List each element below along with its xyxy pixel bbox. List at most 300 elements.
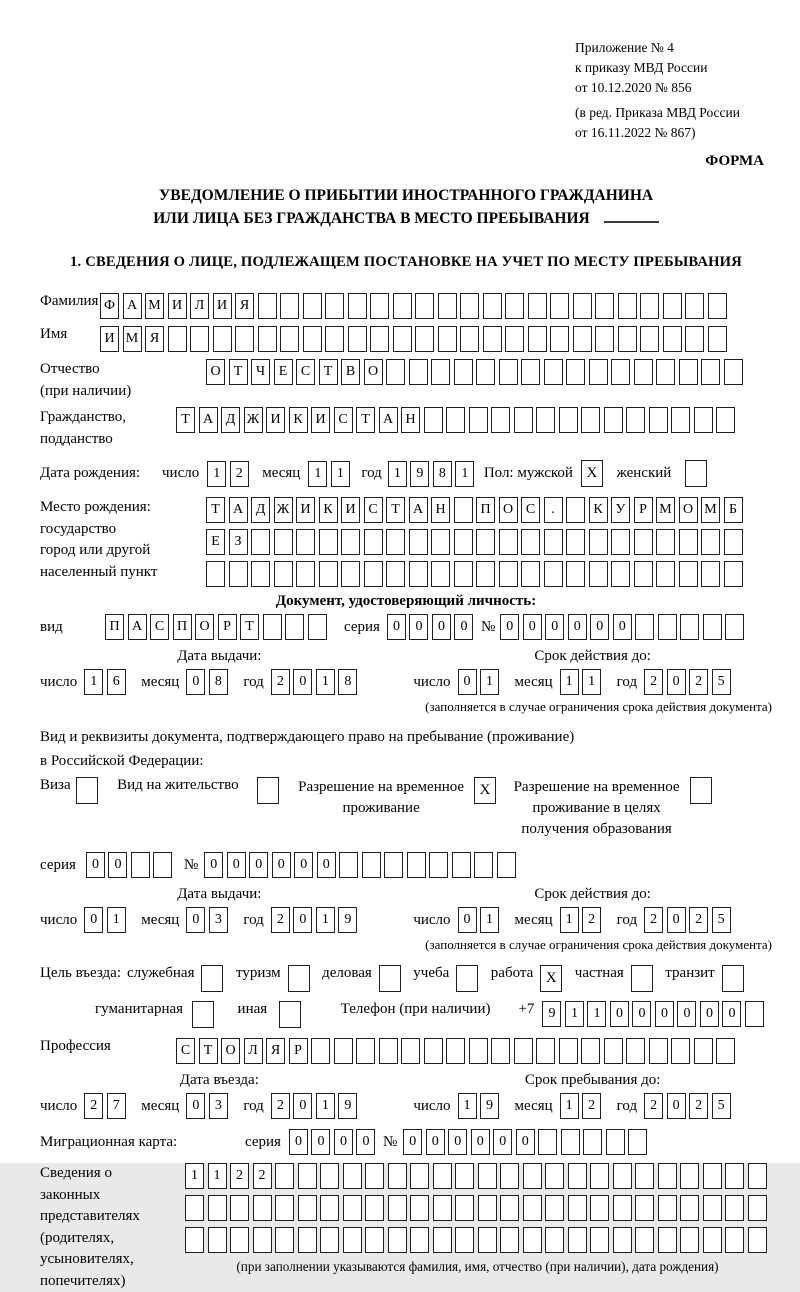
permit-series-boxes[interactable] bbox=[86, 852, 176, 878]
purpose-work-checkbox[interactable] bbox=[540, 965, 566, 992]
char-box[interactable]: 0 bbox=[493, 1129, 512, 1155]
char-box[interactable] bbox=[521, 529, 540, 555]
char-box[interactable] bbox=[474, 852, 493, 878]
char-box[interactable] bbox=[635, 1227, 654, 1253]
char-box[interactable] bbox=[716, 1038, 735, 1064]
char-box[interactable] bbox=[671, 407, 690, 433]
char-box[interactable] bbox=[356, 1038, 375, 1064]
char-box[interactable] bbox=[568, 1163, 587, 1189]
char-box[interactable]: 0 bbox=[667, 1093, 686, 1119]
char-box[interactable]: 1 bbox=[316, 1093, 335, 1119]
char-box[interactable]: Я bbox=[235, 293, 254, 319]
char-box[interactable]: 0 bbox=[249, 852, 268, 878]
char-box[interactable] bbox=[497, 852, 516, 878]
char-box[interactable]: Т bbox=[206, 497, 225, 523]
char-box[interactable] bbox=[491, 407, 510, 433]
char-box[interactable]: 2 bbox=[271, 907, 290, 933]
char-box[interactable] bbox=[213, 326, 232, 352]
char-box[interactable]: 0 bbox=[448, 1129, 467, 1155]
char-box[interactable]: Е bbox=[274, 359, 293, 385]
char-box[interactable] bbox=[671, 1038, 690, 1064]
stay-until-year-boxes[interactable] bbox=[644, 1093, 734, 1119]
char-box[interactable]: Т bbox=[240, 614, 259, 640]
char-box[interactable] bbox=[568, 1227, 587, 1253]
char-box[interactable] bbox=[460, 293, 479, 319]
char-box[interactable]: 0 bbox=[500, 614, 519, 640]
char-box[interactable]: 0 bbox=[186, 1093, 205, 1119]
char-box[interactable] bbox=[433, 1195, 452, 1221]
char-box[interactable] bbox=[185, 1195, 204, 1221]
char-box[interactable]: 0 bbox=[409, 614, 428, 640]
char-box[interactable]: И bbox=[213, 293, 232, 319]
char-box[interactable]: Ч bbox=[251, 359, 270, 385]
char-box[interactable] bbox=[235, 326, 254, 352]
char-box[interactable]: О bbox=[499, 497, 518, 523]
char-box[interactable] bbox=[561, 1129, 580, 1155]
char-box[interactable] bbox=[433, 1227, 452, 1253]
purpose-study-checkbox[interactable] bbox=[456, 965, 482, 992]
char-box[interactable]: 2 bbox=[689, 907, 708, 933]
char-box[interactable] bbox=[604, 1038, 623, 1064]
char-box[interactable] bbox=[298, 1227, 317, 1253]
char-box[interactable] bbox=[343, 1227, 362, 1253]
char-box[interactable] bbox=[680, 1227, 699, 1253]
char-box[interactable] bbox=[708, 293, 727, 319]
char-box[interactable] bbox=[694, 1038, 713, 1064]
char-box[interactable]: 2 bbox=[582, 907, 601, 933]
char-box[interactable] bbox=[583, 1129, 602, 1155]
char-box[interactable] bbox=[415, 326, 434, 352]
char-box[interactable] bbox=[379, 965, 401, 992]
birth-place-row3-boxes[interactable] bbox=[206, 561, 746, 587]
char-box[interactable] bbox=[658, 1163, 677, 1189]
char-box[interactable] bbox=[618, 293, 637, 319]
char-box[interactable] bbox=[288, 965, 310, 992]
purpose-other-checkbox[interactable] bbox=[279, 1001, 305, 1028]
char-box[interactable] bbox=[454, 497, 473, 523]
char-box[interactable] bbox=[362, 852, 381, 878]
char-box[interactable] bbox=[499, 561, 518, 587]
char-box[interactable] bbox=[550, 326, 569, 352]
char-box[interactable]: А bbox=[229, 497, 248, 523]
char-box[interactable] bbox=[476, 561, 495, 587]
char-box[interactable] bbox=[703, 1163, 722, 1189]
char-box[interactable]: 0 bbox=[454, 614, 473, 640]
char-box[interactable]: В bbox=[341, 359, 360, 385]
char-box[interactable]: С bbox=[296, 359, 315, 385]
char-box[interactable]: 1 bbox=[185, 1163, 204, 1189]
char-box[interactable]: 5 bbox=[712, 669, 731, 695]
char-box[interactable]: П bbox=[173, 614, 192, 640]
char-box[interactable] bbox=[478, 1163, 497, 1189]
char-box[interactable] bbox=[229, 561, 248, 587]
char-box[interactable]: 7 bbox=[107, 1093, 126, 1119]
visa-checkbox[interactable] bbox=[76, 777, 102, 804]
char-box[interactable]: 0 bbox=[227, 852, 246, 878]
char-box[interactable]: Б bbox=[724, 497, 743, 523]
arrival-year-boxes[interactable] bbox=[271, 1093, 361, 1119]
char-box[interactable] bbox=[308, 614, 327, 640]
char-box[interactable] bbox=[469, 407, 488, 433]
doc-issue-year-boxes[interactable] bbox=[271, 669, 361, 695]
char-box[interactable] bbox=[635, 1163, 654, 1189]
char-box[interactable]: 2 bbox=[271, 669, 290, 695]
char-box[interactable]: 0 bbox=[272, 852, 291, 878]
char-box[interactable]: И bbox=[296, 497, 315, 523]
char-box[interactable] bbox=[703, 614, 722, 640]
char-box[interactable] bbox=[550, 293, 569, 319]
char-box[interactable] bbox=[566, 529, 585, 555]
char-box[interactable] bbox=[483, 293, 502, 319]
char-box[interactable] bbox=[545, 1163, 564, 1189]
char-box[interactable]: 0 bbox=[403, 1129, 422, 1155]
doc-expiry-month-boxes[interactable] bbox=[560, 669, 605, 695]
char-box[interactable]: 0 bbox=[722, 1001, 741, 1027]
char-box[interactable] bbox=[680, 1195, 699, 1221]
phone-boxes[interactable] bbox=[542, 1001, 767, 1027]
permit-expiry-day-boxes[interactable] bbox=[458, 907, 503, 933]
char-box[interactable] bbox=[544, 561, 563, 587]
char-box[interactable] bbox=[410, 1227, 429, 1253]
char-box[interactable]: 0 bbox=[387, 614, 406, 640]
char-box[interactable]: О bbox=[195, 614, 214, 640]
char-box[interactable]: 0 bbox=[677, 1001, 696, 1027]
char-box[interactable] bbox=[545, 1227, 564, 1253]
char-box[interactable]: 1 bbox=[480, 907, 499, 933]
char-box[interactable] bbox=[285, 614, 304, 640]
char-box[interactable] bbox=[701, 359, 720, 385]
char-box[interactable] bbox=[663, 326, 682, 352]
char-box[interactable] bbox=[679, 529, 698, 555]
doc-issue-day-boxes[interactable] bbox=[84, 669, 129, 695]
char-box[interactable] bbox=[604, 407, 623, 433]
char-box[interactable] bbox=[454, 529, 473, 555]
char-box[interactable] bbox=[680, 614, 699, 640]
char-box[interactable] bbox=[649, 407, 668, 433]
char-box[interactable]: Т bbox=[176, 407, 195, 433]
char-box[interactable] bbox=[415, 293, 434, 319]
char-box[interactable] bbox=[724, 561, 743, 587]
char-box[interactable] bbox=[613, 1227, 632, 1253]
char-box[interactable] bbox=[589, 561, 608, 587]
char-box[interactable] bbox=[303, 326, 322, 352]
char-box[interactable]: Д bbox=[251, 497, 270, 523]
migration-number-boxes[interactable] bbox=[403, 1129, 651, 1155]
char-box[interactable]: 2 bbox=[84, 1093, 103, 1119]
char-box[interactable] bbox=[528, 326, 547, 352]
char-box[interactable] bbox=[341, 529, 360, 555]
char-box[interactable]: С bbox=[176, 1038, 195, 1064]
char-box[interactable] bbox=[208, 1195, 227, 1221]
char-box[interactable]: К bbox=[589, 497, 608, 523]
char-box[interactable] bbox=[386, 529, 405, 555]
char-box[interactable] bbox=[341, 561, 360, 587]
profession-boxes[interactable] bbox=[176, 1038, 739, 1064]
char-box[interactable]: 0 bbox=[613, 614, 632, 640]
char-box[interactable]: 0 bbox=[545, 614, 564, 640]
char-box[interactable]: О bbox=[679, 497, 698, 523]
char-box[interactable] bbox=[611, 529, 630, 555]
char-box[interactable]: 0 bbox=[610, 1001, 629, 1027]
char-box[interactable] bbox=[386, 561, 405, 587]
char-box[interactable] bbox=[581, 1038, 600, 1064]
char-box[interactable] bbox=[595, 293, 614, 319]
char-box[interactable]: Е bbox=[206, 529, 225, 555]
char-box[interactable]: Т bbox=[229, 359, 248, 385]
char-box[interactable] bbox=[523, 1195, 542, 1221]
char-box[interactable]: 1 bbox=[84, 669, 103, 695]
char-box[interactable]: 8 bbox=[433, 461, 452, 487]
char-box[interactable]: А bbox=[128, 614, 147, 640]
char-box[interactable]: 0 bbox=[471, 1129, 490, 1155]
char-box[interactable]: 1 bbox=[308, 461, 327, 487]
char-box[interactable] bbox=[274, 529, 293, 555]
char-box[interactable]: 0 bbox=[667, 907, 686, 933]
char-box[interactable] bbox=[438, 326, 457, 352]
birth-day-boxes[interactable] bbox=[207, 461, 252, 487]
char-box[interactable]: 1 bbox=[565, 1001, 584, 1027]
char-box[interactable] bbox=[679, 359, 698, 385]
char-box[interactable] bbox=[635, 1195, 654, 1221]
char-box[interactable] bbox=[618, 326, 637, 352]
char-box[interactable] bbox=[388, 1163, 407, 1189]
birth-place-row2-boxes[interactable] bbox=[206, 529, 746, 555]
char-box[interactable] bbox=[393, 293, 412, 319]
char-box[interactable] bbox=[606, 1129, 625, 1155]
char-box[interactable] bbox=[257, 777, 279, 804]
birth-place-row1-boxes[interactable] bbox=[206, 497, 746, 523]
char-box[interactable] bbox=[640, 293, 659, 319]
char-box[interactable]: Т bbox=[356, 407, 375, 433]
char-box[interactable]: 3 bbox=[209, 907, 228, 933]
char-box[interactable]: А bbox=[199, 407, 218, 433]
char-box[interactable] bbox=[424, 1038, 443, 1064]
char-box[interactable]: О bbox=[206, 359, 225, 385]
char-box[interactable] bbox=[725, 1195, 744, 1221]
patronymic-boxes[interactable] bbox=[206, 359, 746, 385]
char-box[interactable] bbox=[230, 1227, 249, 1253]
char-box[interactable]: А bbox=[379, 407, 398, 433]
edu-permit-checkbox[interactable] bbox=[690, 777, 716, 804]
char-box[interactable] bbox=[544, 359, 563, 385]
char-box[interactable] bbox=[514, 1038, 533, 1064]
char-box[interactable] bbox=[409, 561, 428, 587]
purpose-private-checkbox[interactable] bbox=[631, 965, 657, 992]
surname-boxes[interactable] bbox=[100, 293, 730, 319]
char-box[interactable]: 0 bbox=[590, 614, 609, 640]
purpose-humanitarian-checkbox[interactable] bbox=[192, 1001, 218, 1028]
char-box[interactable] bbox=[410, 1163, 429, 1189]
char-box[interactable] bbox=[446, 1038, 465, 1064]
char-box[interactable]: И bbox=[311, 407, 330, 433]
char-box[interactable] bbox=[685, 326, 704, 352]
char-box[interactable]: Т bbox=[319, 359, 338, 385]
char-box[interactable] bbox=[559, 407, 578, 433]
char-box[interactable] bbox=[476, 529, 495, 555]
char-box[interactable]: 0 bbox=[294, 852, 313, 878]
char-box[interactable]: Л bbox=[190, 293, 209, 319]
permit-expiry-month-boxes[interactable] bbox=[560, 907, 605, 933]
char-box[interactable]: Д bbox=[221, 407, 240, 433]
stay-until-day-boxes[interactable] bbox=[458, 1093, 503, 1119]
char-box[interactable] bbox=[566, 561, 585, 587]
char-box[interactable] bbox=[523, 1163, 542, 1189]
char-box[interactable] bbox=[679, 561, 698, 587]
char-box[interactable] bbox=[478, 1195, 497, 1221]
char-box[interactable] bbox=[631, 965, 653, 992]
char-box[interactable] bbox=[626, 407, 645, 433]
char-box[interactable] bbox=[725, 1163, 744, 1189]
char-box[interactable] bbox=[724, 529, 743, 555]
char-box[interactable] bbox=[505, 326, 524, 352]
char-box[interactable] bbox=[319, 561, 338, 587]
char-box[interactable] bbox=[303, 293, 322, 319]
char-box[interactable]: Т bbox=[199, 1038, 218, 1064]
char-box[interactable] bbox=[190, 326, 209, 352]
char-box[interactable] bbox=[433, 1163, 452, 1189]
char-box[interactable] bbox=[566, 497, 585, 523]
char-box[interactable] bbox=[388, 1195, 407, 1221]
char-box[interactable] bbox=[716, 407, 735, 433]
char-box[interactable] bbox=[656, 359, 675, 385]
char-box[interactable] bbox=[456, 965, 478, 992]
char-box[interactable]: И bbox=[341, 497, 360, 523]
char-box[interactable] bbox=[379, 1038, 398, 1064]
char-box[interactable]: А bbox=[123, 293, 142, 319]
char-box[interactable] bbox=[559, 1038, 578, 1064]
char-box[interactable]: О bbox=[364, 359, 383, 385]
char-box[interactable] bbox=[745, 1001, 764, 1027]
doc-expiry-year-boxes[interactable] bbox=[644, 669, 734, 695]
char-box[interactable] bbox=[230, 1195, 249, 1221]
doc-expiry-day-boxes[interactable] bbox=[458, 669, 503, 695]
char-box[interactable]: 1 bbox=[331, 461, 350, 487]
doc-issue-month-boxes[interactable] bbox=[186, 669, 231, 695]
char-box[interactable] bbox=[724, 359, 743, 385]
char-box[interactable]: Л bbox=[244, 1038, 263, 1064]
char-box[interactable] bbox=[595, 326, 614, 352]
char-box[interactable]: 0 bbox=[108, 852, 127, 878]
char-box[interactable] bbox=[429, 852, 448, 878]
char-box[interactable]: 0 bbox=[655, 1001, 674, 1027]
char-box[interactable]: 8 bbox=[209, 669, 228, 695]
char-box[interactable] bbox=[253, 1195, 272, 1221]
char-box[interactable] bbox=[521, 561, 540, 587]
char-box[interactable]: М bbox=[123, 326, 142, 352]
char-box[interactable] bbox=[208, 1227, 227, 1253]
char-box[interactable] bbox=[460, 326, 479, 352]
char-box[interactable]: 0 bbox=[186, 669, 205, 695]
char-box[interactable] bbox=[722, 965, 744, 992]
char-box[interactable]: 0 bbox=[311, 1129, 330, 1155]
char-box[interactable]: 9 bbox=[410, 461, 429, 487]
char-box[interactable] bbox=[703, 1227, 722, 1253]
char-box[interactable]: Т bbox=[386, 497, 405, 523]
char-box[interactable] bbox=[545, 1195, 564, 1221]
char-box[interactable]: 2 bbox=[253, 1163, 272, 1189]
char-box[interactable] bbox=[690, 777, 712, 804]
char-box[interactable] bbox=[590, 1195, 609, 1221]
char-box[interactable] bbox=[499, 529, 518, 555]
char-box[interactable] bbox=[476, 359, 495, 385]
char-box[interactable]: 1 bbox=[455, 461, 474, 487]
migration-series-boxes[interactable] bbox=[289, 1129, 379, 1155]
char-box[interactable] bbox=[568, 1195, 587, 1221]
char-box[interactable] bbox=[725, 614, 744, 640]
char-box[interactable]: Я bbox=[266, 1038, 285, 1064]
stay-until-month-boxes[interactable] bbox=[560, 1093, 605, 1119]
char-box[interactable] bbox=[275, 1195, 294, 1221]
given-name-boxes[interactable] bbox=[100, 326, 730, 352]
char-box[interactable] bbox=[168, 326, 187, 352]
char-box[interactable] bbox=[478, 1227, 497, 1253]
char-box[interactable]: И bbox=[100, 326, 119, 352]
char-box[interactable] bbox=[521, 359, 540, 385]
char-box[interactable]: 1 bbox=[480, 669, 499, 695]
char-box[interactable] bbox=[611, 561, 630, 587]
char-box[interactable] bbox=[454, 359, 473, 385]
char-box[interactable] bbox=[131, 852, 150, 878]
char-box[interactable] bbox=[500, 1195, 519, 1221]
char-box[interactable] bbox=[635, 614, 654, 640]
char-box[interactable] bbox=[634, 561, 653, 587]
permit-number-boxes[interactable] bbox=[204, 852, 519, 878]
char-box[interactable] bbox=[566, 359, 585, 385]
char-box[interactable] bbox=[455, 1163, 474, 1189]
arrival-day-boxes[interactable] bbox=[84, 1093, 129, 1119]
char-box[interactable]: 2 bbox=[644, 907, 663, 933]
char-box[interactable] bbox=[348, 326, 367, 352]
char-box[interactable] bbox=[401, 1038, 420, 1064]
char-box[interactable]: . bbox=[544, 497, 563, 523]
representatives-row2-boxes[interactable] bbox=[185, 1195, 770, 1221]
char-box[interactable]: 5 bbox=[712, 907, 731, 933]
char-box[interactable]: С bbox=[521, 497, 540, 523]
char-box[interactable] bbox=[280, 326, 299, 352]
char-box[interactable] bbox=[528, 293, 547, 319]
char-box[interactable] bbox=[153, 852, 172, 878]
char-box[interactable]: С bbox=[334, 407, 353, 433]
residence-permit-checkbox[interactable] bbox=[257, 777, 283, 804]
char-box[interactable]: 0 bbox=[432, 614, 451, 640]
char-box[interactable] bbox=[536, 407, 555, 433]
char-box[interactable] bbox=[701, 561, 720, 587]
char-box[interactable]: 5 bbox=[712, 1093, 731, 1119]
char-box[interactable]: 2 bbox=[230, 461, 249, 487]
temp-permit-checkbox[interactable] bbox=[474, 777, 500, 804]
char-box[interactable]: К bbox=[319, 497, 338, 523]
arrival-month-boxes[interactable] bbox=[186, 1093, 231, 1119]
char-box[interactable] bbox=[640, 326, 659, 352]
char-box[interactable] bbox=[446, 407, 465, 433]
char-box[interactable]: 1 bbox=[560, 1093, 579, 1119]
char-box[interactable]: 1 bbox=[458, 1093, 477, 1119]
char-box[interactable] bbox=[76, 777, 98, 804]
char-box[interactable]: 0 bbox=[700, 1001, 719, 1027]
char-box[interactable] bbox=[634, 359, 653, 385]
doc-series-boxes[interactable] bbox=[387, 614, 477, 640]
char-box[interactable] bbox=[431, 529, 450, 555]
char-box[interactable] bbox=[325, 326, 344, 352]
char-box[interactable] bbox=[384, 852, 403, 878]
char-box[interactable]: А bbox=[409, 497, 428, 523]
char-box[interactable] bbox=[455, 1195, 474, 1221]
char-box[interactable]: 1 bbox=[316, 669, 335, 695]
char-box[interactable] bbox=[370, 326, 389, 352]
char-box[interactable] bbox=[538, 1129, 557, 1155]
char-box[interactable] bbox=[258, 293, 277, 319]
char-box[interactable] bbox=[628, 1129, 647, 1155]
